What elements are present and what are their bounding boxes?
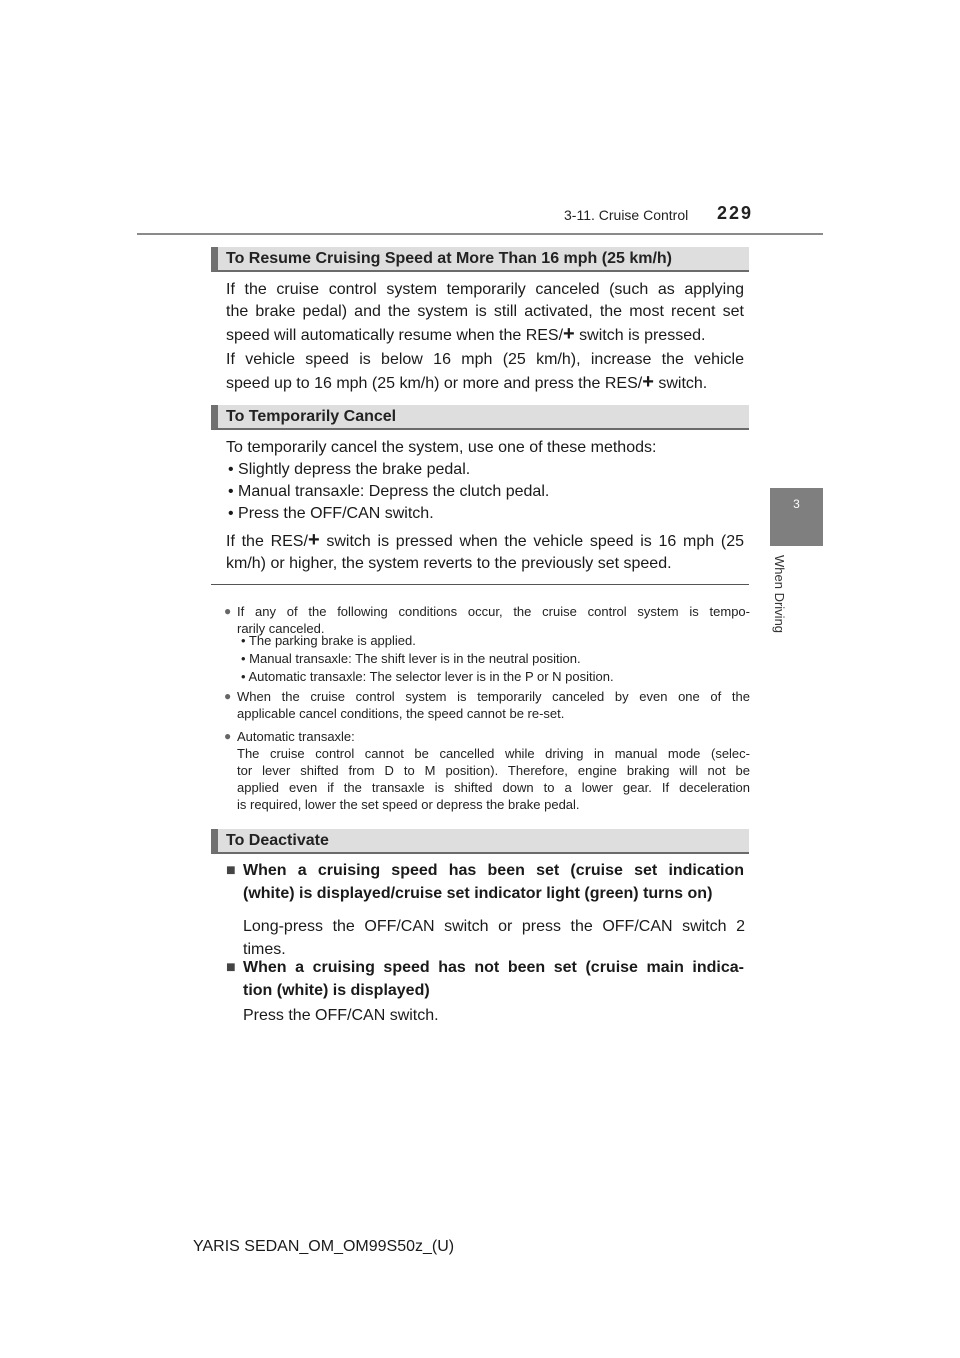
chapter-number: 3 [793, 497, 800, 511]
plus-icon: + [642, 371, 654, 393]
deactivate-body-1: Long-press the OFF/CAN switch or press the OFF/CAN switch 2 times. [243, 918, 745, 958]
cancel-bullet-3: • Press the OFF/CAN switch. [228, 505, 434, 522]
page-number: 229 [717, 203, 754, 223]
bullet-icon: ● [224, 689, 232, 703]
section-heading-deactivate: To Deactivate [211, 829, 749, 854]
cancel-bullet-1: • Slightly depress the brake pedal. [228, 461, 471, 478]
plus-icon: + [307, 529, 320, 551]
plus-icon: + [563, 323, 575, 345]
resume-paragraph-2: If vehicle speed is below 16 mph (25 km/h), increase the vehicle speed up to 16 mph (25 km/h) or more and press the RES/+ switch. [226, 351, 744, 393]
square-bullet-icon: ■ [226, 959, 236, 976]
notes-divider [211, 584, 749, 585]
chapter-tab [770, 488, 823, 546]
section-heading-resume: To Resume Cruising Speed at More Than 16 mph (25 km/h) [211, 247, 749, 272]
bullet-icon: ● [224, 604, 232, 618]
deactivate-body-2: Press the OFF/CAN switch. [243, 1007, 439, 1024]
note-1-bullet-1: • The parking brake is applied. [241, 633, 416, 648]
header-rule [137, 233, 823, 235]
bullet-icon: ● [224, 729, 232, 743]
cancel-intro: To temporarily cancel the system, use one of these methods: [226, 439, 657, 456]
section-heading-cancel: To Temporarily Cancel [211, 405, 749, 430]
cancel-bullet-2: • Manual transaxle: Depress the clutch pedal. [228, 483, 550, 500]
resume-paragraph-1: If the cruise control system temporarily canceled (such as applying the brake pedal) and the system is still activated, the most recent set speed will automatically resume when the RES/+ switch is pressed. [226, 281, 744, 345]
square-bullet-icon: ■ [226, 862, 236, 879]
chapter-title: When Driving [772, 555, 787, 634]
cancel-paragraph: If the RES/+ switch is pressed when the vehicle speed is 16 mph (25 km/h) or higher, the system reverts to the previously set speed. [226, 529, 744, 572]
running-header-section: 3-11. Cruise Control [564, 207, 689, 223]
chapter-title-vertical [772, 555, 794, 647]
note-1-bullet-2: • Manual transaxle: The shift lever is in the neutral position. [241, 651, 581, 666]
footer-doc-code: YARIS SEDAN_OM_OM99S50z_(U) [193, 1238, 455, 1255]
note-1-bullet-3: • Automatic transaxle: The selector lever is in the P or N position. [241, 669, 614, 684]
